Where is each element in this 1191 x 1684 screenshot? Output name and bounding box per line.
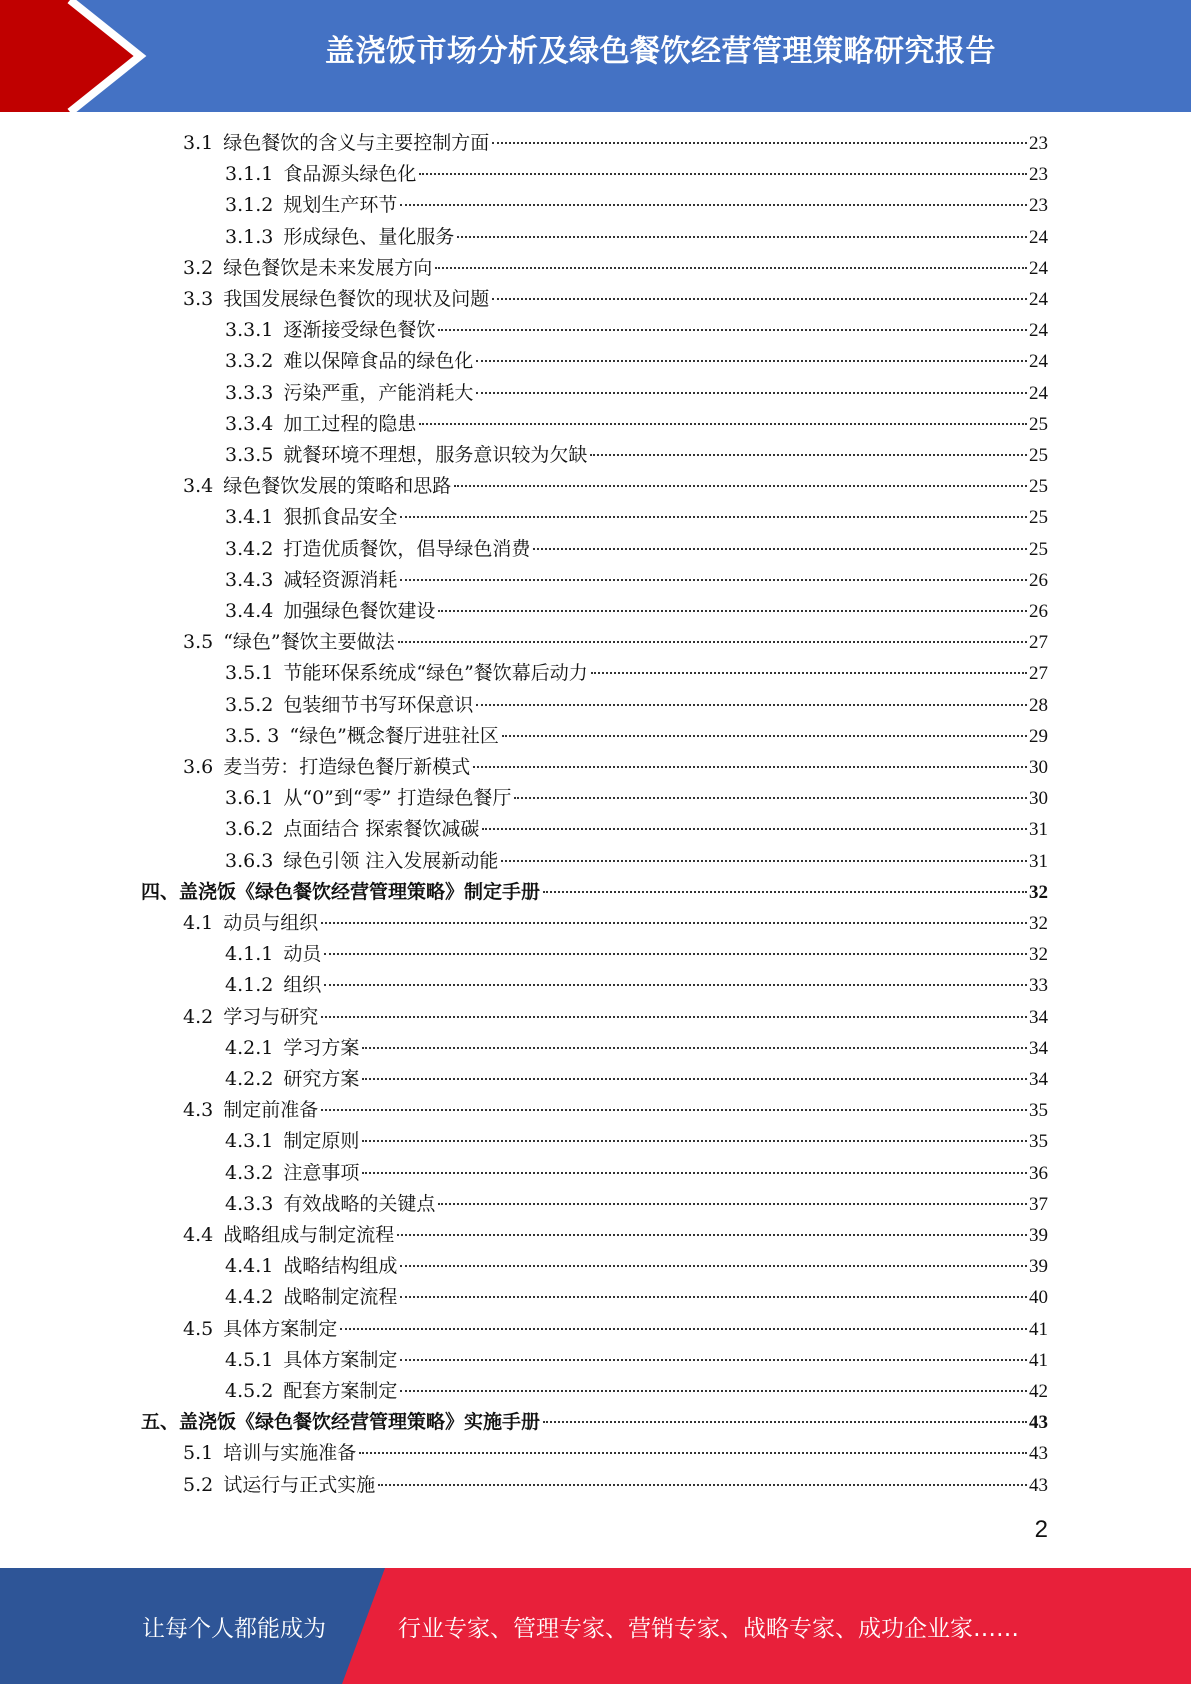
toc-entry[interactable] [225, 1251, 1048, 1281]
toc-entry-page: 27 [1029, 632, 1048, 654]
toc-entry-page: 24 [1029, 257, 1048, 279]
toc-dot-leader [476, 360, 1027, 362]
toc-entry-page: 23 [1029, 195, 1048, 217]
toc-entry[interactable] [183, 253, 1048, 283]
toc-entry-page: 34 [1029, 1069, 1048, 1090]
toc-entry-number: 3.3 [183, 288, 214, 310]
toc-entry[interactable] [225, 440, 1048, 470]
toc-entry-page: 35 [1029, 1131, 1048, 1153]
toc-entry[interactable] [225, 222, 1048, 252]
toc-entry-number: 3.5. 3 [225, 724, 280, 747]
toc-entry-number: 4.3.1 [225, 1130, 274, 1153]
toc-entry-page: 32 [1029, 913, 1048, 934]
footer-slogan: 让每个人都能成为 [142, 1616, 326, 1642]
toc-dot-leader [400, 1296, 1027, 1298]
toc-dot-leader [400, 1265, 1027, 1267]
toc-entry-page: 37 [1029, 1193, 1048, 1215]
toc-entry-number: 4.3.3 [225, 1192, 274, 1215]
toc-entry-title: 注意事项 [283, 1161, 360, 1184]
toc-entry[interactable] [225, 1189, 1048, 1219]
toc-entry-title: “绿色”概念餐厅进驻社区 [289, 724, 499, 747]
toc-entry-number: 四、 [141, 880, 180, 903]
toc-entry-number: 4.3.2 [225, 1161, 274, 1184]
toc-entry-page: 25 [1029, 476, 1048, 498]
toc-entry-page: 30 [1029, 788, 1048, 810]
toc-entry-number: 4.1.1 [225, 943, 274, 966]
toc-entry-number: 3.4.4 [225, 600, 274, 622]
toc-entry-page: 24 [1029, 382, 1048, 404]
toc-entry-number: 4.1 [183, 912, 214, 934]
toc-entry[interactable] [225, 1282, 1048, 1312]
toc-entry-page: 34 [1029, 1037, 1048, 1059]
toc-entry-page: 25 [1029, 413, 1048, 435]
toc-entry-title: 点面结合 探索餐饮减碳 [283, 818, 480, 841]
toc-entry[interactable] [183, 627, 1048, 657]
toc-entry-title: 研究方案 [283, 1068, 360, 1090]
toc-entry[interactable] [225, 814, 1048, 844]
toc-entry-page: 28 [1029, 694, 1048, 716]
toc-entry[interactable] [225, 939, 1048, 969]
footer-tagline: 行业专家、管理专家、营销专家、战略专家、成功企业家…… [398, 1616, 1019, 1642]
toc-entry-page: 33 [1029, 975, 1048, 997]
toc-entry[interactable] [183, 1438, 1048, 1468]
toc-entry-page: 25 [1029, 445, 1048, 466]
toc-entry[interactable] [225, 315, 1048, 345]
toc-entry-title: 形成绿色、量化服务 [283, 225, 455, 248]
toc-entry-page: 25 [1029, 538, 1048, 560]
toc-entry-page: 39 [1029, 1225, 1048, 1246]
toc-entry-number: 3.4.2 [225, 537, 274, 560]
toc-entry-title: 试运行与正式实施 [223, 1473, 376, 1496]
toc-dot-leader [492, 298, 1027, 300]
toc-dot-leader [438, 610, 1027, 612]
toc-entry-page: 26 [1029, 601, 1048, 622]
toc-entry[interactable] [183, 1470, 1048, 1500]
toc-entry-title: 绿色餐饮发展的策略和思路 [223, 475, 452, 498]
toc-entry-title: 难以保障食品的绿色化 [283, 350, 474, 373]
toc-entry-number: 3.3.5 [225, 444, 274, 466]
toc-entry[interactable] [225, 409, 1048, 439]
toc-entry-title: 具体方案制定 [283, 1348, 398, 1371]
toc-entry-number: 3.4.1 [225, 506, 274, 529]
toc-dot-leader [340, 1328, 1027, 1330]
toc-dot-leader [435, 267, 1027, 269]
toc-dot-leader [543, 1421, 1027, 1423]
toc-entry-number: 3.2 [183, 256, 214, 279]
toc-entry-title: 盖浇饭《绿色餐饮经营管理策略》实施手册 [179, 1411, 541, 1434]
toc-entry-page: 23 [1029, 164, 1048, 186]
toc-entry[interactable] [183, 752, 1048, 782]
toc-entry-number: 3.3.1 [225, 319, 274, 342]
toc-entry-title: 制定前准备 [223, 1099, 319, 1122]
toc-entry-title: 配套方案制定 [283, 1380, 398, 1402]
toc-entry[interactable] [183, 1220, 1048, 1250]
toc-dot-leader [321, 1016, 1027, 1018]
toc-dot-leader [400, 579, 1027, 581]
toc-entry[interactable] [225, 783, 1048, 813]
toc-entry-title: 动员 [283, 943, 322, 966]
toc-entry-page: 40 [1029, 1287, 1048, 1309]
toc-dot-leader [476, 392, 1027, 394]
toc-entry[interactable] [183, 1314, 1048, 1344]
toc-entry-title: 狠抓食品安全 [283, 506, 398, 529]
toc-dot-leader [400, 1359, 1027, 1361]
toc-entry[interactable] [225, 846, 1048, 876]
toc-entry-title: 战略组成与制定流程 [223, 1224, 395, 1246]
toc-entry[interactable] [183, 908, 1048, 938]
toc-dot-leader [400, 1390, 1027, 1392]
toc-entry[interactable] [183, 284, 1048, 314]
toc-chapter-entry[interactable] [141, 1407, 1048, 1437]
toc-dot-leader [514, 797, 1027, 799]
toc-entry-page: 23 [1029, 133, 1048, 154]
toc-entry-page: 43 [1029, 1412, 1048, 1434]
toc-entry-title: 食品源头绿色化 [283, 163, 417, 186]
toc-dot-leader [324, 953, 1027, 955]
toc-entry-page: 43 [1029, 1443, 1048, 1465]
toc-entry-number: 4.2.2 [225, 1068, 274, 1090]
toc-dot-leader [324, 984, 1027, 986]
toc-entry[interactable] [225, 190, 1048, 220]
toc-dot-leader [454, 485, 1027, 487]
toc-entry-title: 我国发展绿色餐饮的现状及问题 [223, 288, 490, 310]
toc-entry[interactable] [225, 346, 1048, 376]
toc-entry-number: 3.6.3 [225, 849, 274, 872]
toc-entry-title: 麦当劳：打造绿色餐厅新模式 [223, 756, 471, 778]
toc-entry-number: 3.1.1 [225, 163, 274, 186]
toc-dot-leader [321, 1109, 1027, 1111]
toc-entry-title: 绿色餐饮的含义与主要控制方面 [223, 132, 490, 154]
toc-entry[interactable] [225, 1158, 1048, 1188]
toc-entry-title: 节能环保系统成“绿色”餐饮幕后动力 [283, 662, 588, 685]
toc-entry-title: 学习方案 [283, 1036, 360, 1059]
toc-entry-number: 4.5 [183, 1317, 214, 1340]
toc-dot-leader [321, 922, 1027, 924]
toc-entry-title: 培训与实施准备 [223, 1442, 357, 1465]
toc-entry-page: 34 [1029, 1006, 1048, 1028]
toc-entry[interactable] [183, 128, 1048, 158]
toc-entry-title: 规划生产环节 [283, 194, 398, 217]
toc-dot-leader [482, 828, 1027, 830]
toc-dot-leader [362, 1078, 1027, 1080]
toc-entry-page: 24 [1029, 226, 1048, 248]
toc-entry-page: 27 [1029, 663, 1048, 685]
toc-entry[interactable] [183, 1002, 1048, 1032]
toc-entry[interactable] [225, 502, 1048, 532]
toc-entry-page: 24 [1029, 351, 1048, 373]
toc-dot-leader [362, 1140, 1027, 1142]
toc-entry-page: 30 [1029, 757, 1048, 778]
toc-dot-leader [398, 641, 1027, 643]
toc-entry-number: 4.2 [183, 1005, 214, 1028]
toc-entry-number: 5.1 [183, 1442, 214, 1465]
toc-entry-title: 制定原则 [283, 1130, 360, 1153]
toc-entry-page: 42 [1029, 1381, 1048, 1402]
toc-entry-number: 3.5.2 [225, 693, 274, 716]
toc-entry-title: 盖浇饭《绿色餐饮经营管理策略》制定手册 [179, 880, 541, 903]
toc-entry-number: 3.6.1 [225, 787, 274, 810]
toc-entry-title: 组织 [283, 974, 322, 997]
toc-dot-leader [501, 860, 1027, 862]
toc-dot-leader [457, 236, 1027, 238]
toc-entry-page: 24 [1029, 320, 1048, 342]
toc-entry-title: 减轻资源消耗 [283, 568, 398, 591]
toc-entry-page: 41 [1029, 1349, 1048, 1371]
toc-entry-number: 3.4 [183, 475, 214, 498]
report-title: 盖浇饭市场分析及绿色餐饮经营管理策略研究报告 [325, 34, 996, 69]
toc-dot-leader [502, 735, 1027, 737]
toc-entry-title: 加工过程的隐患 [283, 412, 417, 435]
toc-entry-number: 4.2.1 [225, 1036, 274, 1059]
toc-entry-page: 35 [1029, 1100, 1048, 1122]
toc-entry-number: 4.4.2 [225, 1286, 274, 1309]
toc-dot-leader [400, 516, 1027, 518]
toc-entry-number: 4.1.2 [225, 974, 274, 997]
toc-entry[interactable] [225, 721, 1048, 751]
toc-entry[interactable] [225, 596, 1048, 626]
toc-dot-leader [438, 1203, 1027, 1205]
toc-entry[interactable] [225, 1033, 1048, 1063]
toc-entry-number: 5.2 [183, 1473, 214, 1496]
toc-entry-number: 3.5 [183, 631, 214, 654]
toc-entry-page: 32 [1029, 881, 1048, 903]
toc-entry-page: 43 [1029, 1474, 1048, 1496]
toc-entry-title: 有效战略的关键点 [283, 1192, 436, 1215]
toc-dot-leader [378, 1484, 1027, 1486]
toc-entry-title: “绿色”餐饮主要做法 [223, 631, 395, 654]
toc-entry-number: 3.6 [183, 756, 214, 778]
toc-entry-title: 就餐环境不理想，服务意识较为欠缺 [283, 444, 588, 466]
toc-entry-number: 3.3.4 [225, 412, 274, 435]
toc-entry-number: 3.3.3 [225, 381, 274, 404]
toc-entry-page: 36 [1029, 1162, 1048, 1184]
toc-entry-title: 绿色引领 注入发展新动能 [283, 849, 499, 872]
toc-entry-number: 4.4 [183, 1224, 214, 1246]
toc-entry-page: 31 [1029, 819, 1048, 841]
toc-entry-page: 32 [1029, 944, 1048, 966]
toc-entry[interactable] [225, 534, 1048, 564]
toc-entry[interactable] [225, 970, 1048, 1000]
toc-entry-title: 具体方案制定 [223, 1317, 338, 1340]
toc-entry-page: 41 [1029, 1318, 1048, 1340]
toc-dot-leader [543, 891, 1027, 893]
page-header [0, 0, 1191, 112]
toc-entry[interactable] [183, 1095, 1048, 1125]
toc-dot-leader [400, 204, 1027, 206]
toc-entry[interactable] [225, 1376, 1048, 1406]
toc-entry-title: 包装细节书写环保意识 [283, 693, 474, 716]
toc-entry-number: 4.5.1 [225, 1348, 274, 1371]
toc-entry-number: 4.5.2 [225, 1380, 274, 1402]
toc-dot-leader [397, 1234, 1027, 1236]
toc-entry-number: 3.4.3 [225, 568, 274, 591]
toc-entry-page: 25 [1029, 507, 1048, 529]
toc-entry-title: 绿色餐饮是未来发展方向 [223, 256, 433, 279]
toc-entry-title: 动员与组织 [223, 912, 319, 934]
toc-dot-leader [590, 454, 1027, 456]
toc-entry-title: 学习与研究 [223, 1005, 319, 1028]
toc-entry-number: 4.4.1 [225, 1255, 274, 1278]
toc-entry-number: 3.5.1 [225, 662, 274, 685]
toc-entry[interactable] [225, 658, 1048, 688]
toc-dot-leader [476, 704, 1027, 706]
toc-entry-page: 29 [1029, 725, 1048, 747]
toc-dot-leader [591, 672, 1027, 674]
toc-entry-title: 污染严重，产能消耗大 [283, 381, 474, 404]
toc-entry[interactable] [225, 378, 1048, 408]
toc-entry-page: 26 [1029, 569, 1048, 591]
toc-entry-page: 39 [1029, 1256, 1048, 1278]
toc-entry-title: 从“0”到“零” 打造绿色餐厅 [283, 787, 512, 810]
page-number: 2 [1034, 1516, 1048, 1543]
toc-entry-number: 五、 [141, 1411, 180, 1434]
toc-dot-leader [438, 329, 1027, 331]
toc-entry-number: 3.6.2 [225, 818, 274, 841]
toc-entry[interactable] [225, 565, 1048, 595]
toc-entry[interactable] [225, 1345, 1048, 1375]
toc-dot-leader [533, 548, 1027, 550]
toc-dot-leader [362, 1172, 1027, 1174]
toc-dot-leader [419, 423, 1027, 425]
toc-entry[interactable] [225, 1064, 1048, 1094]
toc-entry[interactable] [225, 1126, 1048, 1156]
toc-dot-leader [473, 766, 1027, 768]
page-footer [0, 1568, 1191, 1684]
toc-entry[interactable] [183, 471, 1048, 501]
toc-entry[interactable] [225, 690, 1048, 720]
toc-entry[interactable] [225, 159, 1048, 189]
toc-entry-number: 3.3.2 [225, 350, 274, 373]
toc-entry-title: 战略制定流程 [283, 1286, 398, 1309]
toc-entry-number: 3.1.2 [225, 194, 274, 217]
toc-dot-leader [419, 173, 1027, 175]
toc-dot-leader [362, 1047, 1027, 1049]
toc-entry-number: 3.1.3 [225, 225, 274, 248]
toc-entry-page: 31 [1029, 850, 1048, 872]
toc-entry-title: 逐渐接受绿色餐饮 [283, 319, 436, 342]
toc-entry-page: 24 [1029, 289, 1048, 310]
toc-entry-title: 加强绿色餐饮建设 [283, 600, 436, 622]
toc-chapter-entry[interactable] [141, 877, 1048, 907]
toc-entry-number: 4.3 [183, 1099, 214, 1122]
toc-dot-leader [492, 142, 1027, 144]
toc-entry-title: 打造优质餐饮，倡导绿色消费 [283, 537, 531, 560]
toc-entry-number: 3.1 [183, 132, 214, 154]
toc-dot-leader [359, 1452, 1027, 1454]
toc-entry-title: 战略结构组成 [283, 1255, 398, 1278]
